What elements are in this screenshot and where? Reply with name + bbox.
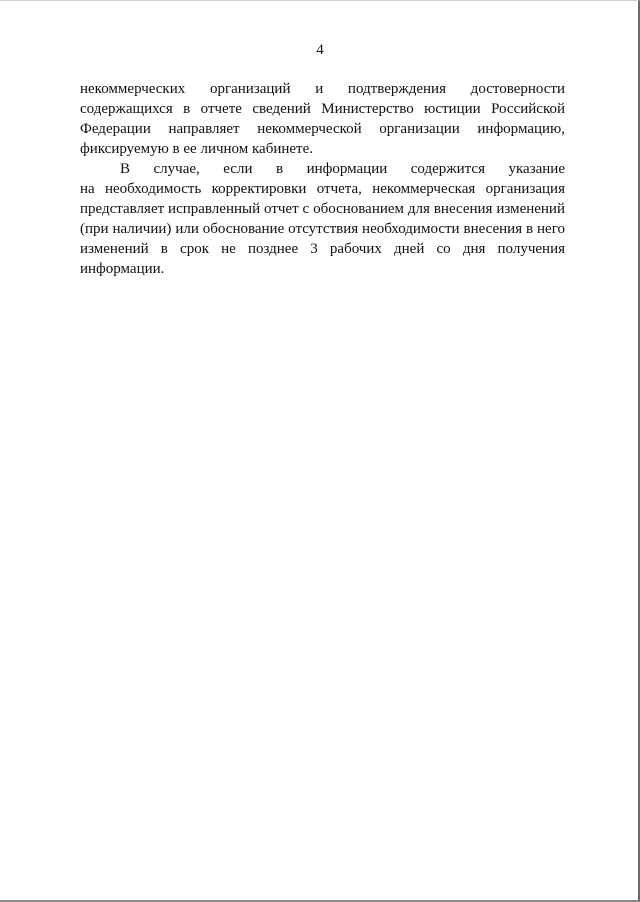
paragraph-line: В случае, если в информации содержится указание <box>120 161 565 177</box>
document-body <box>80 79 565 279</box>
paragraph-line: представляет исправленный отчет с обоснованием для внесения изменений <box>80 201 565 217</box>
paragraph-line: на необходимость корректировки отчета, некоммерческая организация <box>80 181 565 197</box>
paragraph-line: содержащихся в отчете сведений Министерство юстиции Российской <box>80 101 565 117</box>
paragraph-line: (при наличии) или обоснование отсутствия необходимости внесения в него <box>80 221 565 237</box>
paragraph-line: некоммерческих организаций и подтверждения достоверности <box>80 81 565 97</box>
page-number: 4 <box>316 42 324 58</box>
paragraph-line: Федерации направляет некоммерческой организации информацию, <box>80 121 565 137</box>
paragraph-1 <box>80 79 565 159</box>
paragraph-2 <box>80 159 565 279</box>
paragraph-line: информации. <box>80 261 165 277</box>
paragraph-line: фиксируемую в ее личном кабинете. <box>80 141 314 157</box>
paragraph-line: изменений в срок не позднее 3 рабочих дней со дня получения <box>80 241 565 257</box>
